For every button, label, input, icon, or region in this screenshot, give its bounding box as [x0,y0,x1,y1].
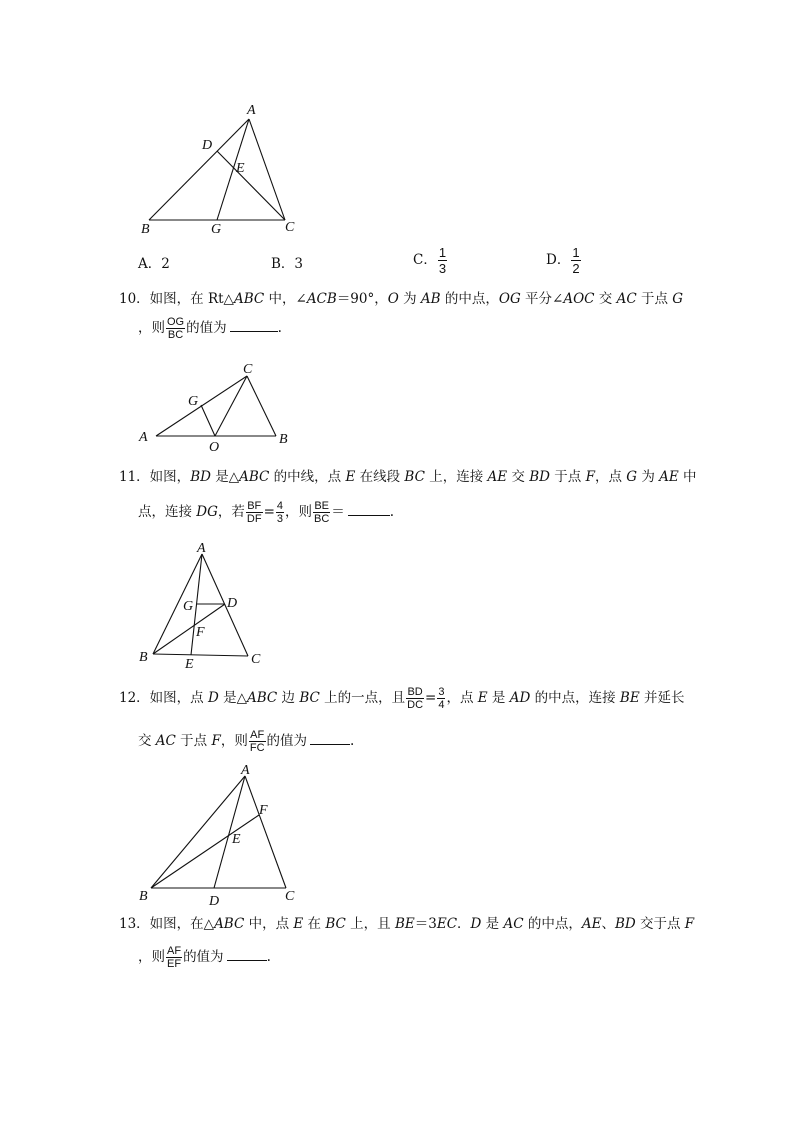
vertex-label-B: B [139,889,148,904]
text-segment: AE [659,469,679,485]
option-a: A．2 [138,256,170,272]
text-segment: AB [420,291,441,307]
text-segment: 10．如图，在 Rt△ [119,291,234,307]
text-segment: EC [436,916,458,932]
fraction-af-ef: $\frac{AF}{EF}$ [167,945,182,970]
question-10-line-1 [119,289,683,309]
text-segment: 在 [303,916,326,932]
text-segment: 11．如图， [119,469,191,485]
fraction-bd-dc: $\frac{BD}{DC}$ [407,686,424,711]
fraction-af-fc: $\frac{AF}{FC}$ [249,729,265,754]
text-segment: 上，且 [345,916,395,932]
text-segment: 为 [398,291,421,307]
vertex-label-A: A [247,103,256,118]
text-segment: 中，点 [244,916,294,932]
text-segment: 平分∠ [520,291,564,307]
question-13-line-2: ，则 $\frac{AF}{EF}$ 的值为 . [138,945,271,970]
text-segment: ． [457,916,471,932]
text-segment: 交 [507,469,530,485]
vertex-label-D: D [227,596,238,611]
question-11-line-2: 点，连接 DG，若 $\frac{BF}{DF}$ = $\frac{4}{3}$ ，则 $\frac{BE}{BC}$ ＝ . [138,500,395,525]
text-segment: AE [487,469,508,485]
option-b: B．3 [271,256,304,272]
answer-blank [310,730,350,745]
vertex-label-B: B [141,222,150,237]
figure-q12 [130,760,310,910]
text-segment: ＝3 [414,916,437,932]
question-11-line-1 [119,467,697,487]
text-segment: BD [190,469,211,485]
vertex-label-C: C [285,220,295,235]
text-segment: OG [498,291,521,307]
fraction-be-bc: $\frac{BE}{BC}$ [314,500,330,525]
vertex-label-A: A [197,541,206,556]
vertex-label-B: B [279,432,288,447]
question-13-line-1 [119,914,694,934]
text-segment: F [684,916,695,932]
text-segment: 中 [678,469,697,485]
vertex-label-E: E [232,832,241,847]
vertex-label-O: O [209,440,220,455]
text-segment: 的中线，点 [269,469,346,485]
text-segment: ABC [214,916,245,932]
vertex-label-F: F [196,625,205,640]
answer-blank [348,501,390,516]
text-segment: 在线段 [355,469,405,485]
option-c-fraction: $\frac{1}{3}$ [438,245,447,276]
vertex-label-A: A [139,430,148,445]
vertex-label-F: F [259,803,268,818]
question-12-line-2: 交 AC 于点 F，则 $\frac{AF}{FC}$ 的值为 . [138,729,355,754]
vertex-label-A: A [241,763,250,778]
text-segment: 交于点 [635,916,685,932]
fraction-og-bc: $\frac{OG}{BC}$ [167,316,185,341]
text-segment: 是 [481,916,504,932]
text-segment: BC [404,469,425,485]
text-segment: 交 [594,291,617,307]
text-segment: 的中点， [523,916,582,932]
text-segment: AC [503,916,524,932]
figure-q11 [130,538,270,673]
text-segment: 的中点， [440,291,499,307]
answer-blank [227,946,267,961]
vertex-label-C: C [251,652,261,667]
text-segment: D [470,916,482,932]
text-segment: 上，连接 [424,469,488,485]
option-d-prefix: D． [546,252,571,268]
text-segment: ABC [233,291,265,307]
vertex-label-D: D [209,894,220,909]
text-segment: ，点 [594,469,627,485]
text-segment: 于点 [549,469,586,485]
text-segment: 13．如图，在△ [119,916,215,932]
answer-blank [230,317,278,332]
text-segment: AOC [563,291,595,307]
text-segment: BC [325,916,346,932]
text-segment: AE [581,916,602,932]
fraction-3-4: $\frac{3}{4}$ [438,686,445,711]
question-10-line-2: ，则 $\frac{OG}{BC}$ 的值为 . [138,316,282,341]
text-segment: E [293,916,304,932]
option-d-fraction: $\frac{1}{2}$ [572,245,580,276]
text-segment: F [585,469,595,485]
vertex-label-E: E [236,161,245,176]
vertex-label-G: G [183,599,194,614]
vertex-label-B: B [139,650,148,665]
vertex-label-D: D [202,138,213,153]
vertex-label-E: E [185,657,194,672]
text-segment: 是△ [210,469,240,485]
vertex-label-C: C [285,889,295,904]
vertex-label-G: G [211,222,222,237]
figure-q10 [130,360,300,455]
vertex-label-G: G [188,394,199,409]
option-d [546,245,582,276]
option-c-prefix: C． [413,252,437,268]
text-segment: ACB [306,291,337,307]
text-segment: 为 [637,469,660,485]
text-segment: BD [529,469,550,485]
text-segment: ＝90°， [336,291,388,307]
text-segment: G [626,469,638,485]
text-segment: BE [394,916,415,932]
text-segment: AC [616,291,637,307]
text-segment: 于点 [636,291,673,307]
text-segment: 中，∠ [264,291,307,307]
figure-q9 [130,100,310,240]
fraction-4-3: $\frac{4}{3}$ [276,500,284,525]
option-c [413,245,448,276]
fraction-bf-df: $\frac{BF}{DF}$ [246,500,262,525]
text-segment: O [387,291,399,307]
text-segment: E [345,469,356,485]
text-segment: 、 [601,916,615,932]
text-segment: ABC [239,469,270,485]
vertex-label-C: C [243,362,253,377]
text-segment: G [672,291,684,307]
question-12-line-1: 12．如图，点 D 是△ABC 边 BC 上的一点，且 $\frac{BD}{DC}$ = $\frac{3}{4}$ ，点 E 是 AD 的中点，连接 BE 并延长 [119,686,685,711]
text-segment: BD [614,916,636,932]
